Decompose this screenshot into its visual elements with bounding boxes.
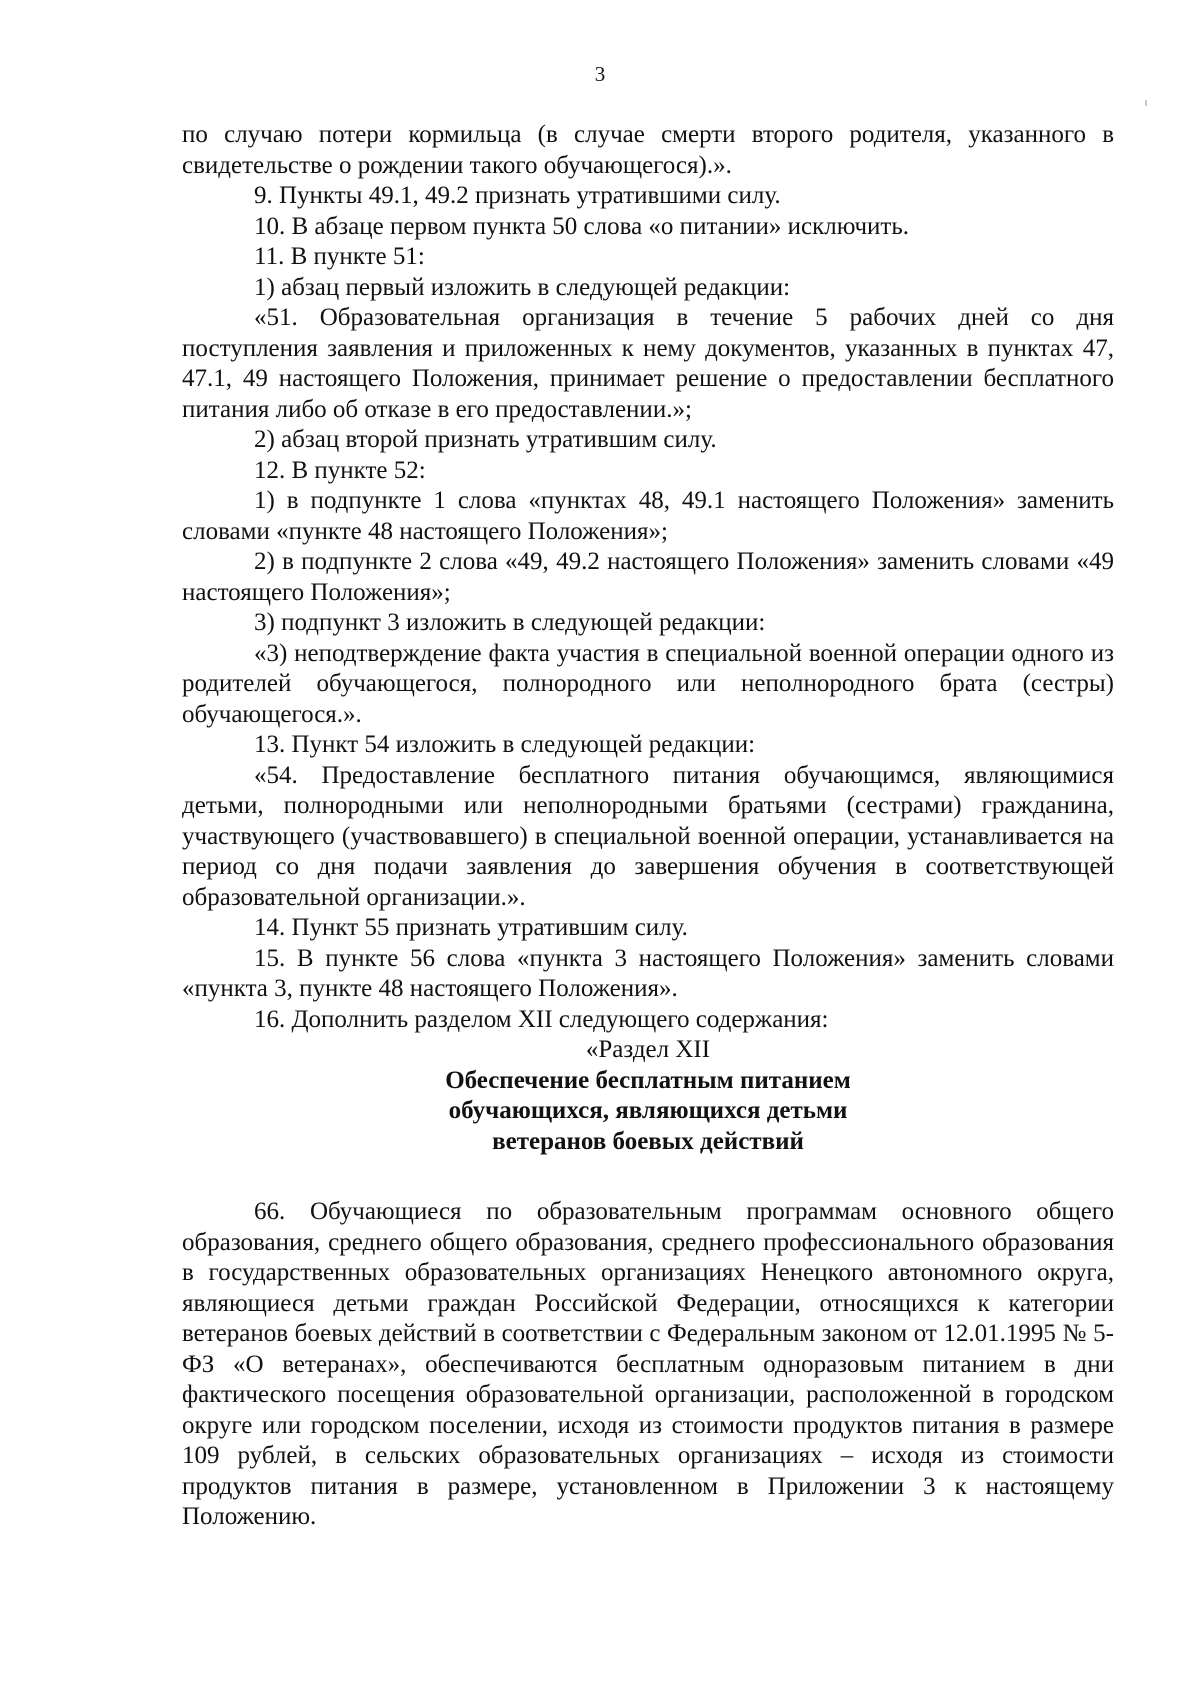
paragraph-item-14: 14. Пункт 55 признать утратившим силу. <box>254 914 688 941</box>
paragraph-quote-51: «51. Образовательная организация в течение 5 рабочих дней со дня поступления заявления и приложенных к нему документов, указанных в пунктах 47, 47.1, 49 настоящего Положения, принимает решение о предоставлении бесплатного питания либо об отказе в его предоставлении.»; <box>182 304 1114 423</box>
page-number: 3 <box>594 62 606 86</box>
paragraph-item-13: 13. Пункт 54 изложить в следующей редакции: <box>254 731 756 758</box>
paragraph-item-12-sub-2: 2) в подпункте 2 слова «49, 49.2 настоящего Положения» заменить словами «49 настоящего Положения»; <box>182 548 1114 606</box>
paragraph-continuation: по случаю потери кормильца (в случае смерти второго родителя, указанного в свидетельстве о рождении такого обучающегося).». <box>182 121 1114 179</box>
paragraph-item-11-sub-2: 2) абзац второй признать утратившим силу. <box>254 426 717 453</box>
section-label: «Раздел XII <box>585 1036 711 1063</box>
section-title-line-1: Обеспечение бесплатным питанием <box>445 1066 851 1094</box>
paragraph-item-9: 9. Пункты 49.1, 49.2 признать утратившими силу. <box>254 182 781 209</box>
section-title-line-3: ветеранов боевых действий <box>492 1127 804 1155</box>
paragraph-item-66: 66. Обучающиеся по образовательным программам основного общего образования, среднего общего образования, среднего профессионального образования в государственных образовательных организациях Ненецкого автономного округа, являющиеся детьми граждан Российской Федерации, относящихся к категории ветеранов боевых действий в соответствии с Федеральным законом от 12.01.1995 № 5-ФЗ «О ветеранах», обеспечиваются бесплатным одноразовым питанием в дни фактического посещения образовательной организации, расположенной в городском округе или городском поселении, исходя из стоимости продуктов питания в размере 109 рублей, в сельских образовательных организациях – исходя из стоимости продуктов питания в размере, установленном в Приложении 3 к настоящему Положению. <box>182 1198 1114 1530</box>
document-body <box>182 120 1114 1533</box>
paragraph-item-16: 16. Дополнить разделом XII следующего содержания: <box>254 1005 829 1033</box>
paragraph-quote-3: «3) неподтверждение факта участия в специальной военной операции одного из родителей обучающегося, полнородного или неполнородного брата (сестры) обучающегося.». <box>182 639 1114 728</box>
scan-speck <box>1145 100 1147 106</box>
paragraph-item-11: 11. В пункте 51: <box>254 243 425 270</box>
paragraph-item-12-sub-1: 1) в подпункте 1 слова «пунктах 48, 49.1 настоящего Положения» заменить словами «пункте 48 настоящего Положения»; <box>182 487 1114 545</box>
paragraph-quote-54: «54. Предоставление бесплатного питания обучающимся, являющимися детьми, полнородными или неполнородными братьями (сестрами) гражданина, участвующего (участвовавшего) в специальной военной операции, устанавливается на период со дня подачи заявления до завершения обучения в соответствующей образовательной организации.». <box>182 761 1114 911</box>
paragraph-item-12-sub-3: 3) подпункт 3 изложить в следующей редакции: <box>254 609 766 636</box>
section-title-line-2: обучающихся, являющихся детьми <box>448 1097 848 1124</box>
paragraph-item-11-sub-1: 1) абзац первый изложить в следующей редакции: <box>254 273 791 301</box>
paragraph-item-12: 12. В пункте 52: <box>254 456 426 484</box>
paragraph-item-10: 10. В абзаце первом пункта 50 слова «о питании» исключить. <box>254 212 910 240</box>
paragraph-item-15: 15. В пункте 56 слова «пункта 3 настоящего Положения» заменить словами «пункта 3, пункте 48 настоящего Положения». <box>182 944 1114 1002</box>
